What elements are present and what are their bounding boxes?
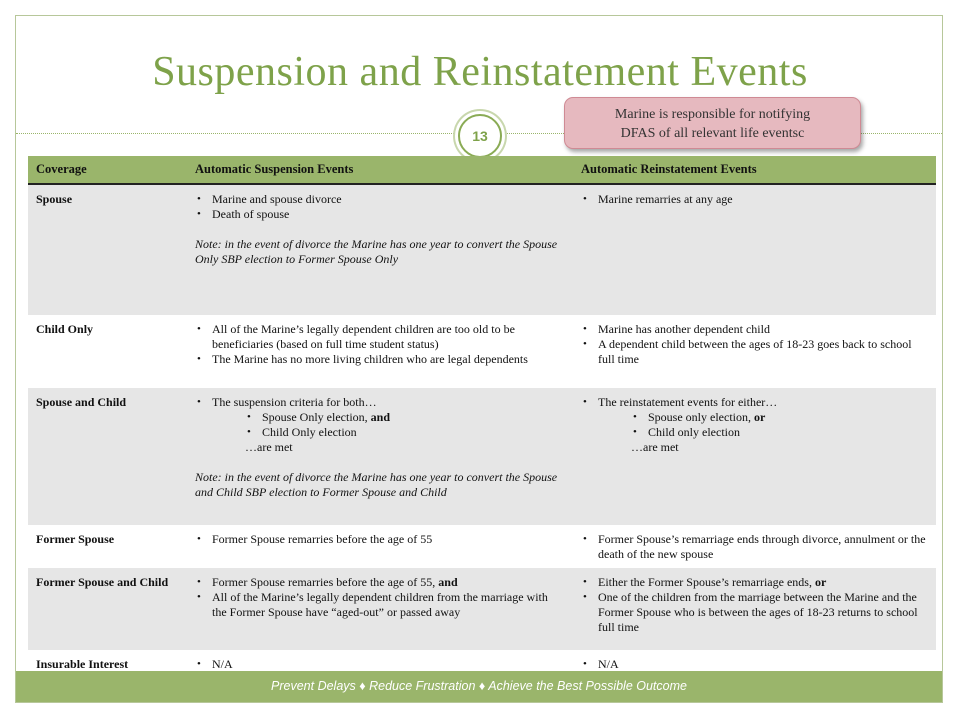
list-item: • The Marine has no more living children who are legal dependents xyxy=(195,352,565,367)
note-text: Note: in the event of divorce the Marine has one year to convert the Spouse Only SBP election to Former Spouse Only xyxy=(195,237,558,266)
table-header-row xyxy=(28,156,936,184)
list-item: • The suspension criteria for both… xyxy=(195,395,565,410)
coverage-cell: Child Only xyxy=(28,315,187,388)
table-row-spouse-and-child xyxy=(28,388,936,525)
events-table xyxy=(28,156,936,684)
reinstatement-cell xyxy=(573,525,936,568)
callout-line-2: DFAS of all relevant life eventsc xyxy=(620,126,805,141)
list-item: • All of the Marine’s legally dependent children are too old to be beneficiaries (based on full time student status) xyxy=(195,322,565,352)
list-item: • N/A xyxy=(581,657,928,672)
list-item: • N/A xyxy=(195,657,565,672)
list-item: • A dependent child between the ages of 18-23 goes back to school full time xyxy=(581,337,928,367)
suspension-cell xyxy=(187,184,573,315)
header-suspension: Automatic Suspension Events xyxy=(187,156,573,184)
suspension-cell xyxy=(187,315,573,388)
footer-tagline: Prevent Delays ♦ Reduce Frustration ♦ Achieve the Best Possible Outcome xyxy=(16,671,942,702)
are-met-text: …are met xyxy=(245,440,293,454)
responsibility-callout xyxy=(564,97,861,149)
list-item: • Either the Former Spouse’s remarriage ends, or xyxy=(581,575,928,590)
list-item: • Death of spouse xyxy=(195,207,565,222)
list-item: • Marine has another dependent child xyxy=(581,322,928,337)
table-row-former-spouse xyxy=(28,525,936,568)
list-item: • One of the children from the marriage between the Marine and the Former Spouse who is between the ages of 18-23 returns to school full time xyxy=(581,590,928,635)
suspension-cell xyxy=(187,568,573,650)
list-item: • Marine and spouse divorce xyxy=(195,192,565,207)
sub-list-item: • Child only election xyxy=(631,425,928,440)
page-title: Suspension and Reinstatement Events xyxy=(152,49,808,95)
header-coverage: Coverage xyxy=(28,156,187,184)
callout-line-1: Marine is responsible for notifying xyxy=(614,107,811,122)
list-item: • All of the Marine’s legally dependent children from the marriage with the Former Spouse have “aged-out” or passed away xyxy=(195,590,565,620)
list-item: • Former Spouse remarries before the age of 55, and xyxy=(195,575,565,590)
list-item: • Former Spouse’s remarriage ends through divorce, annulment or the death of the new spouse xyxy=(581,532,928,562)
sub-list-item: • Spouse only election, or xyxy=(631,410,928,425)
list-item: • Former Spouse remarries before the age of 55 xyxy=(195,532,565,547)
header-reinstatement: Automatic Reinstatement Events xyxy=(573,156,936,184)
list-item: • The reinstatement events for either… xyxy=(581,395,928,410)
table-row-child-only xyxy=(28,315,936,388)
coverage-cell: Spouse and Child xyxy=(28,388,187,525)
sub-list-item: • Child Only election xyxy=(245,425,565,440)
list-item: • Marine remarries at any age xyxy=(581,192,928,207)
suspension-cell xyxy=(187,388,573,525)
coverage-cell: Spouse xyxy=(28,184,187,315)
coverage-cell: Former Spouse and Child xyxy=(28,568,187,650)
slide-number-badge: 13 xyxy=(458,114,502,158)
table-row-spouse xyxy=(28,184,936,315)
coverage-cell: Insurable Interest xyxy=(28,650,187,683)
sub-list-item: • Spouse Only election, and xyxy=(245,410,565,425)
reinstatement-cell xyxy=(573,315,936,388)
note-text: Note: in the event of divorce the Marine has one year to convert the Spouse and Child SBP election to Former Spouse and Child xyxy=(195,470,558,499)
reinstatement-cell xyxy=(573,568,936,650)
reinstatement-cell xyxy=(573,388,936,525)
coverage-cell: Former Spouse xyxy=(28,525,187,568)
are-met-text: …are met xyxy=(631,440,679,454)
table-row-former-spouse-and-child xyxy=(28,568,936,650)
suspension-cell xyxy=(187,525,573,568)
reinstatement-cell xyxy=(573,184,936,315)
